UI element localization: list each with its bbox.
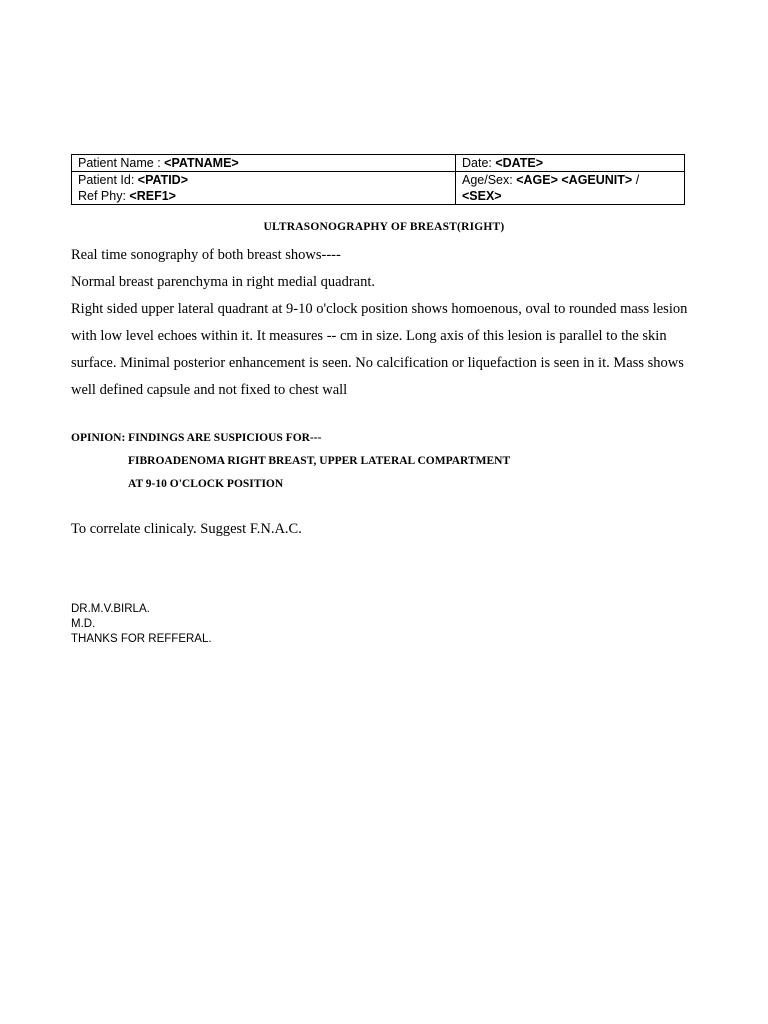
date-label: Date: (462, 156, 496, 170)
opinion-diagnosis: FIBROADENOMA RIGHT BREAST, UPPER LATERAL COMPARTMENT (128, 455, 511, 467)
opinion-section (71, 427, 510, 496)
thanks-note: THANKS FOR REFFERAL. (71, 633, 212, 645)
patient-id-value: <PATID> (137, 173, 189, 187)
report-title: ULTRASONOGRAPHY OF BREAST(RIGHT) (263, 221, 505, 233)
ref-phy-label: Ref Phy: (78, 189, 130, 203)
opinion-position: AT 9-10 O'CLOCK POSITION (128, 478, 284, 490)
signature-block (71, 602, 212, 647)
patient-name-value: <PATNAME> (164, 156, 239, 170)
patient-name-label: Patient Name : (78, 156, 165, 170)
patient-info-table (71, 154, 685, 205)
opinion-heading: OPINION: FINDINGS ARE SUSPICIOUS FOR--- (71, 432, 322, 444)
age-sex-separator: / (632, 173, 640, 187)
patient-id-label: Patient Id: (78, 173, 138, 187)
findings-section (71, 242, 721, 404)
patient-name-cell (72, 155, 456, 172)
findings-line: Right sided upper lateral quadrant at 9-10 o'clock position shows homoenous, oval to rounded mass lesion (71, 301, 688, 317)
findings-line: Real time sonography of both breast shows---- (71, 247, 341, 263)
sex-value: <SEX> (462, 189, 502, 203)
age-sex-cell (456, 172, 685, 205)
findings-line: Normal breast parenchyma in right medial quadrant. (71, 274, 375, 290)
ref-phy-value: <REF1> (129, 189, 176, 203)
date-value: <DATE> (495, 156, 544, 170)
patient-id-cell (72, 172, 456, 205)
recommendation: To correlate clinicaly. Suggest F.N.A.C. (71, 521, 302, 537)
findings-line: well defined capsule and not fixed to chest wall (71, 382, 348, 398)
doctor-name: DR.M.V.BIRLA. (71, 603, 150, 615)
date-cell (456, 155, 685, 172)
findings-line: with low level echoes within it. It measures -- cm in size. Long axis of this lesion is parallel to the skin (71, 328, 667, 344)
doctor-degree: M.D. (71, 618, 96, 630)
findings-line: surface. Minimal posterior enhancement is seen. No calcification or liquefaction is seen in it. Mass shows (71, 355, 684, 371)
age-sex-label: Age/Sex: (462, 173, 517, 187)
age-value: <AGE> <AGEUNIT> (516, 173, 633, 187)
